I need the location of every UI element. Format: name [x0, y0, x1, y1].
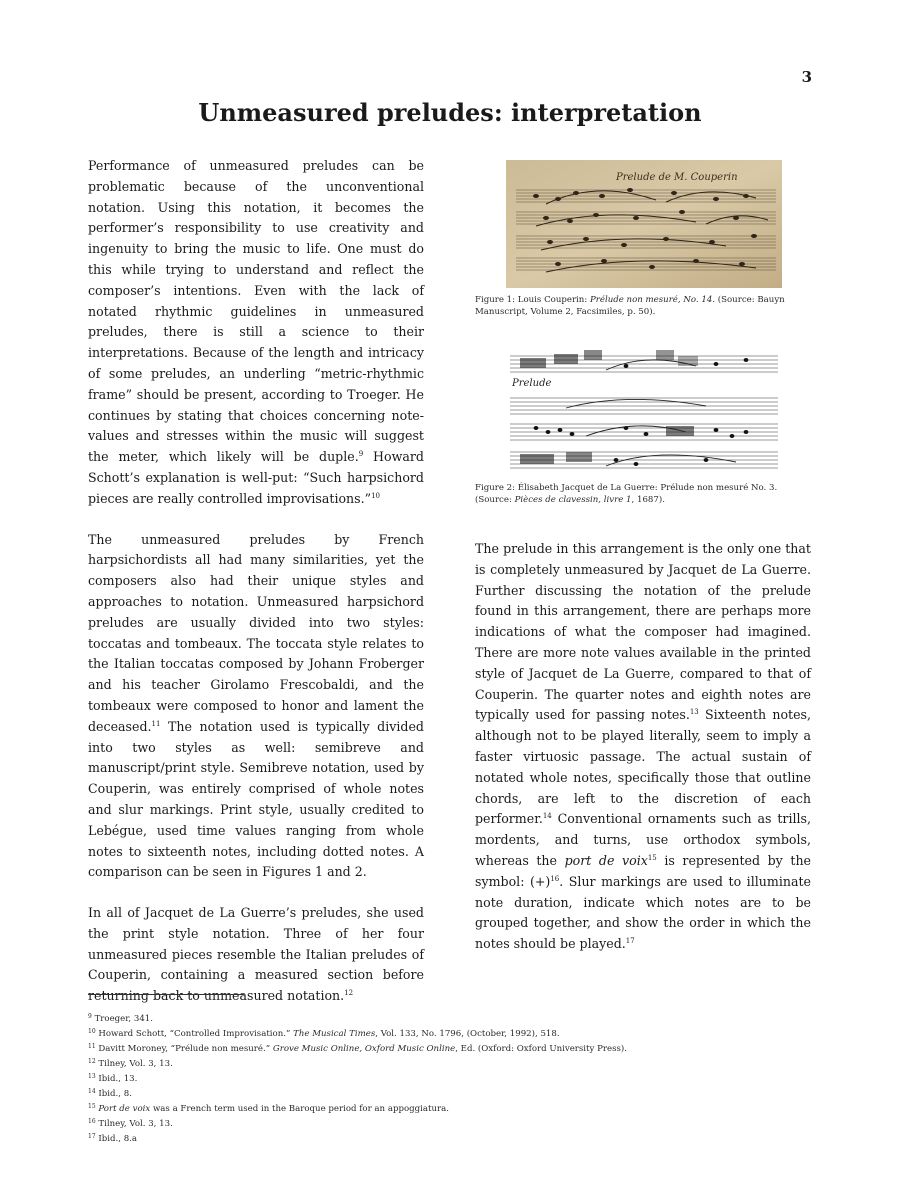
jacquet-score-image — [506, 342, 782, 476]
footnote-ref[interactable]: 13 — [689, 708, 699, 717]
figure-1-caption: Figure 1: Louis Couperin: Prélude non mesuré, No. 14. (Source: Bauyn Manuscript, Volume 2, Facsimiles, p. 50). — [475, 295, 785, 317]
couperin-manuscript-image — [506, 160, 782, 288]
footnote-ref[interactable]: 14 — [542, 812, 552, 821]
figure-2-caption: Figure 2: Élisabeth Jacquet de La Guerre: Prélude non mesuré No. 3. (Source: Pièces de clavessin, livre 1, 1687). — [475, 483, 778, 505]
footnote-item: $^{17}$ Ibid., 8.a — [88, 1133, 138, 1144]
footnote-item: $^{12}$ Tilney, Vol. 3, 13. — [88, 1058, 173, 1069]
footnote-item: $^{11}$ Davitt Moroney, “Prélude non mesuré.” Grove Music Online, Oxford Music Online, Ed. (Oxford: Oxford University Press). — [88, 1043, 627, 1054]
footnote-item: $^{15}$ Port de voix was a French term used in the Baroque period for an appoggiatura. — [88, 1103, 449, 1114]
right-column — [475, 539, 811, 955]
footnote-item: $^{13}$ Ibid., 13. — [88, 1073, 138, 1084]
figure-2 — [475, 342, 811, 506]
page-number: 3 — [801, 68, 812, 86]
footnote-item: $^{16}$ Tilney, Vol. 3, 13. — [88, 1118, 173, 1129]
footnote-ref[interactable]: 11 — [151, 719, 161, 728]
paragraph: The prelude in this arrangement is the only one that is completely unmeasured by Jacquet de La Guerre. Further discussing the notation of the prelude found in this arrangement, there are perhaps more indications of what the composer had imagined. There are more note values available in the printed style of Jacquet de La Guerre, compared to that of Couperin. The quarter notes and eighth notes are typically used for passing notes.$^{13}$ Sixteenth notes, although not to be played literally, seem to imply a faster virtuosic passage. The actual sustain of notated whole notes, specifically those that outline chords, are left to the discretion of each performer.$^{14}$ Conventional ornaments such as trills, mordents, and turns, use orthodox symbols, whereas the port de voix$^{15}$ is represented by the symbol: $(+)^{16}$. Slur markings are used to illuminate note duration, indicate which notes are to be grouped together, and show the order in which the notes should be played.$^{17}$ — [475, 541, 812, 952]
footnote-item: $^{14}$ Ibid., 8. — [88, 1088, 132, 1099]
score-label: Prelude — [512, 378, 552, 389]
footnote-item: $^{10}$ Howard Schott, “Controlled Improvisation.” The Musical Times, Vol. 133, No. 1796, (October, 1992), 518. — [88, 1028, 560, 1039]
paragraph: The unmeasured preludes by French harpsichordists all had many similarities, yet the composers also had their unique styles and approaches to notation. Unmeasured harpsichord preludes are usually divided into two styles: toccatas and tombeaux. The toccata style relates to the Italian toccatas composed by Johann Froberger and his teacher Girolamo Frescobaldi, and the tombeaux were composed to honor and lament the deceased.$^{11}$ The notation used is typically divided into two styles as well: semibreve and manuscript/print style. Semibreve notation, used by Couperin, was entirely comprised of whole notes and slur markings. Print style, usually credited to Lebégue, used time values ranging from whole notes to sixteenth notes, including dotted notes. A comparison can be seen in Figures 1 and 2. — [88, 531, 424, 880]
figure-1 — [475, 160, 811, 318]
footnote-ref[interactable]: 16 — [550, 874, 560, 883]
page-title: Unmeasured preludes: interpretation — [198, 98, 702, 127]
manuscript-heading: Prelude de M. Couperin — [616, 172, 738, 183]
footnote-ref[interactable]: 9 — [358, 450, 364, 459]
left-column — [88, 156, 424, 1027]
paragraph: In all of Jacquet de La Guerre’s preludes, she used the print style notation. Three of her four unmeasured pieces resemble the Italian preludes of Couperin, containing a measured section before returning back to unmeasured notation.$^{12}$ — [88, 905, 424, 1004]
footnote-ref[interactable]: 17 — [625, 937, 635, 946]
paragraph: Performance of unmeasured preludes can be problematic because of the unconventional notation. Using this notation, it becomes the performer’s responsibility to use creativity and ingenuity to bring the music to life. One must do this while trying to understand and reflect the composer’s intentions. Even with the lack of notated rhythmic guidelines in unmeasured preludes, there is still a science to their interpretations. Because of the length and intricacy of some preludes, an underling “metric-rhythmic frame” should be present, according to Troeger. He continues by stating that choices concerning note-values and stresses within the music will suggest the meter, which likely will be duple.$^9$ Howard Schott’s explanation is well-put: “Such harpsichord pieces are really controlled improvisations.”$^{10}$ — [88, 158, 424, 506]
footnote-ref[interactable]: 10 — [371, 491, 380, 500]
footnote-ref[interactable]: 15 — [647, 853, 657, 862]
footnote-divider — [88, 994, 244, 995]
footnote-ref[interactable]: 12 — [344, 989, 354, 998]
footnote-item: $^9$ Troeger, 341. — [88, 1013, 154, 1024]
footnotes-list — [88, 1012, 808, 1147]
